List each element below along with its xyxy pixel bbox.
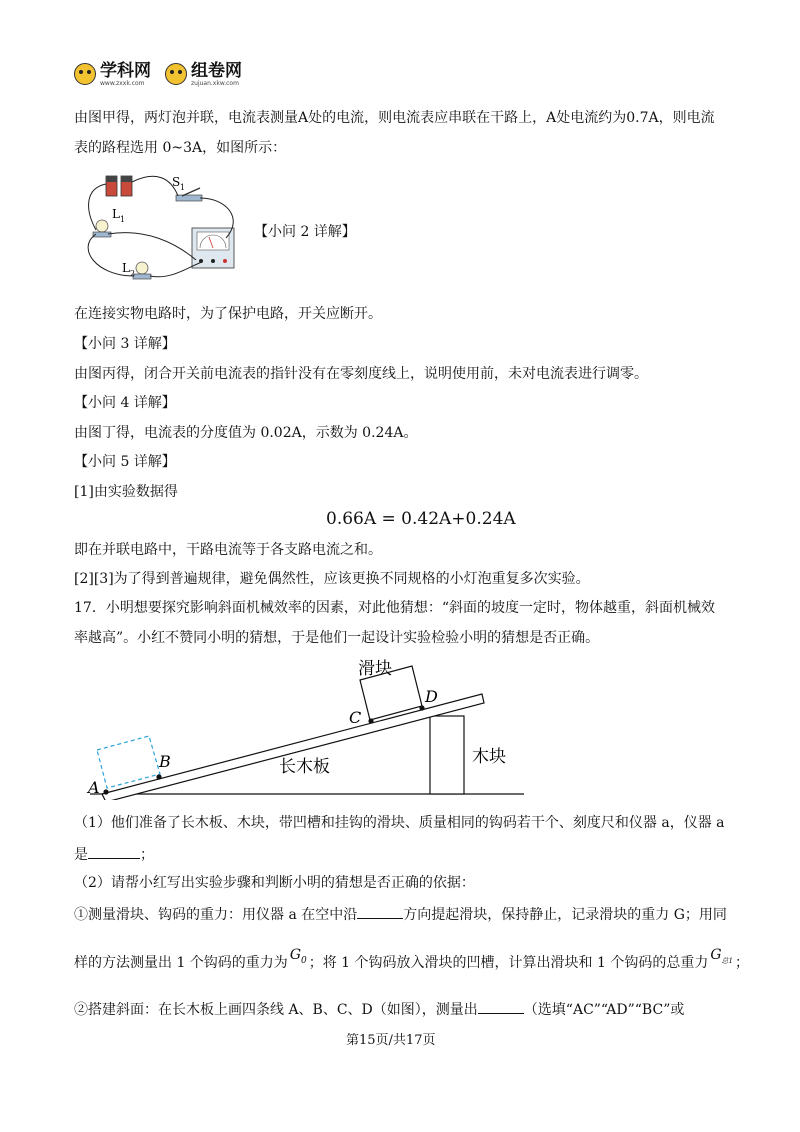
bulb-l2-icon: [133, 262, 151, 279]
equation: 0.66A = 0.42A+0.24A: [326, 509, 516, 529]
answer-blank-segment[interactable]: [478, 998, 524, 1014]
g0-symbol: $G_0$: [289, 947, 307, 966]
para-line-8: [2][3]为了得到普遍规律，避免偶然性，应该更换不同规格的小灯泡重复多次实验。: [74, 571, 590, 587]
para-line-4: 由图丙得，闭合开关前电流表的指针没有在零刻度线上，说明使用前，未对电流表进行调零。: [74, 366, 648, 382]
para-line-3: 在连接实物电路时，为了保护电路，开关应断开。: [74, 306, 382, 322]
para-line-2: 表的路程选用 0~3A，如图所示：: [74, 140, 287, 156]
circuit-diagram: [76, 168, 246, 286]
q17-step1-line-2: 样的方法测量出 1 个钩码的重力为 $G_0$ ；将 1 个钩码放入滑块的凹槽，计算出滑块和 1 个钩码的总重力 $G_{总1}$ ；: [74, 947, 750, 971]
q17-step2-line-1: ②搭建斜面：在长木板上画四条线 A、B、C、D（如图），测量出 （选填“AC”“AD”“BC”或: [74, 998, 684, 1020]
q4-heading: 【小问 4 详解】: [74, 395, 176, 411]
logo2-sub: zujuan.xkw.com: [191, 79, 239, 87]
wood-block: [430, 716, 464, 794]
q17-step1-line-1: ①测量滑块、钩码的重力：用仪器 a 在空中沿 方向提起滑块，保持静止，记录滑块的重力 G；用同: [74, 903, 727, 925]
long-board: [102, 694, 484, 800]
point-a-label: A: [88, 778, 100, 797]
slider-label: 滑块: [358, 659, 392, 679]
q17-part1-line-2: 是 ；: [74, 843, 154, 865]
ammeter-icon: [192, 228, 234, 268]
point-d-label: D: [425, 687, 438, 706]
para-line-5: 由图丁得，电流表的分度值为 0.02A，示数为 0.24A。: [74, 425, 418, 441]
battery-icon: [106, 176, 132, 196]
inclined-plane-diagram: [84, 650, 534, 800]
answer-blank-instrument[interactable]: [88, 843, 140, 859]
smiley-logo-icon: [74, 63, 96, 85]
board-label: 长木板: [279, 757, 330, 777]
point-c-label: C: [349, 708, 362, 727]
point-b-label: B: [159, 752, 171, 771]
point-c-marker: [368, 718, 373, 723]
logo2-text: 组卷网: [191, 60, 242, 81]
header-logo: [74, 62, 252, 86]
q2-heading: 【小问 2 详解】: [254, 224, 356, 240]
bulb-l1-label-sub: 1: [120, 215, 126, 224]
para-line-1: 由图甲得，两灯泡并联，电流表测量A处的电流，则电流表应串联在干路上，A处电流约为0.7A，则电流: [74, 110, 715, 126]
answer-blank-direction[interactable]: [357, 903, 403, 919]
point-d-marker: [419, 705, 424, 710]
wood-label: 木块: [472, 747, 506, 767]
smiley-logo-icon-2: [165, 63, 187, 85]
q17-part1-line-1: （1）他们准备了长木板、木块，带凹槽和挂钩的滑块、质量相同的钩码若干个、刻度尺和仪器 a，仪器 a: [74, 815, 725, 831]
bulb-l2-label: L: [122, 261, 130, 275]
q17-part2-heading: （2）请帮小红写出实验步骤和判断小明的猜想是否正确的依据：: [74, 875, 475, 891]
point-b-marker: [156, 774, 161, 779]
bulb-l1-label: L: [112, 207, 120, 221]
question-17-line-1: 17．小明想要探究影响斜面机械效率的因素，对此他猜想：“斜面的坡度一定时，物体越重，斜面机械效: [74, 600, 715, 616]
para-line-7: 即在并联电路中，干路电流等于各支路电流之和。: [74, 542, 382, 558]
q5-heading: 【小问 5 详解】: [74, 454, 176, 470]
para-line-6: [1]由实验数据得: [74, 484, 178, 500]
dashed-slider-outline: [97, 736, 160, 788]
logo1-sub: www.zxxk.com: [100, 79, 145, 87]
point-a-marker: [103, 789, 108, 794]
g-total-symbol: $G_{总1}$: [710, 947, 734, 965]
question-17-line-2: 率越高”。小红不赞同小明的猜想，于是他们一起设计实验检验小明的猜想是否正确。: [74, 630, 600, 646]
page-number: 第15页/共17页: [346, 1033, 436, 1048]
bulb-l2-label-sub: 2: [130, 269, 136, 278]
switch-label-sub: 1: [180, 183, 186, 192]
logo1-text: 学科网: [100, 60, 151, 81]
q3-heading: 【小问 3 详解】: [74, 336, 176, 352]
switch-label: S: [172, 175, 181, 189]
